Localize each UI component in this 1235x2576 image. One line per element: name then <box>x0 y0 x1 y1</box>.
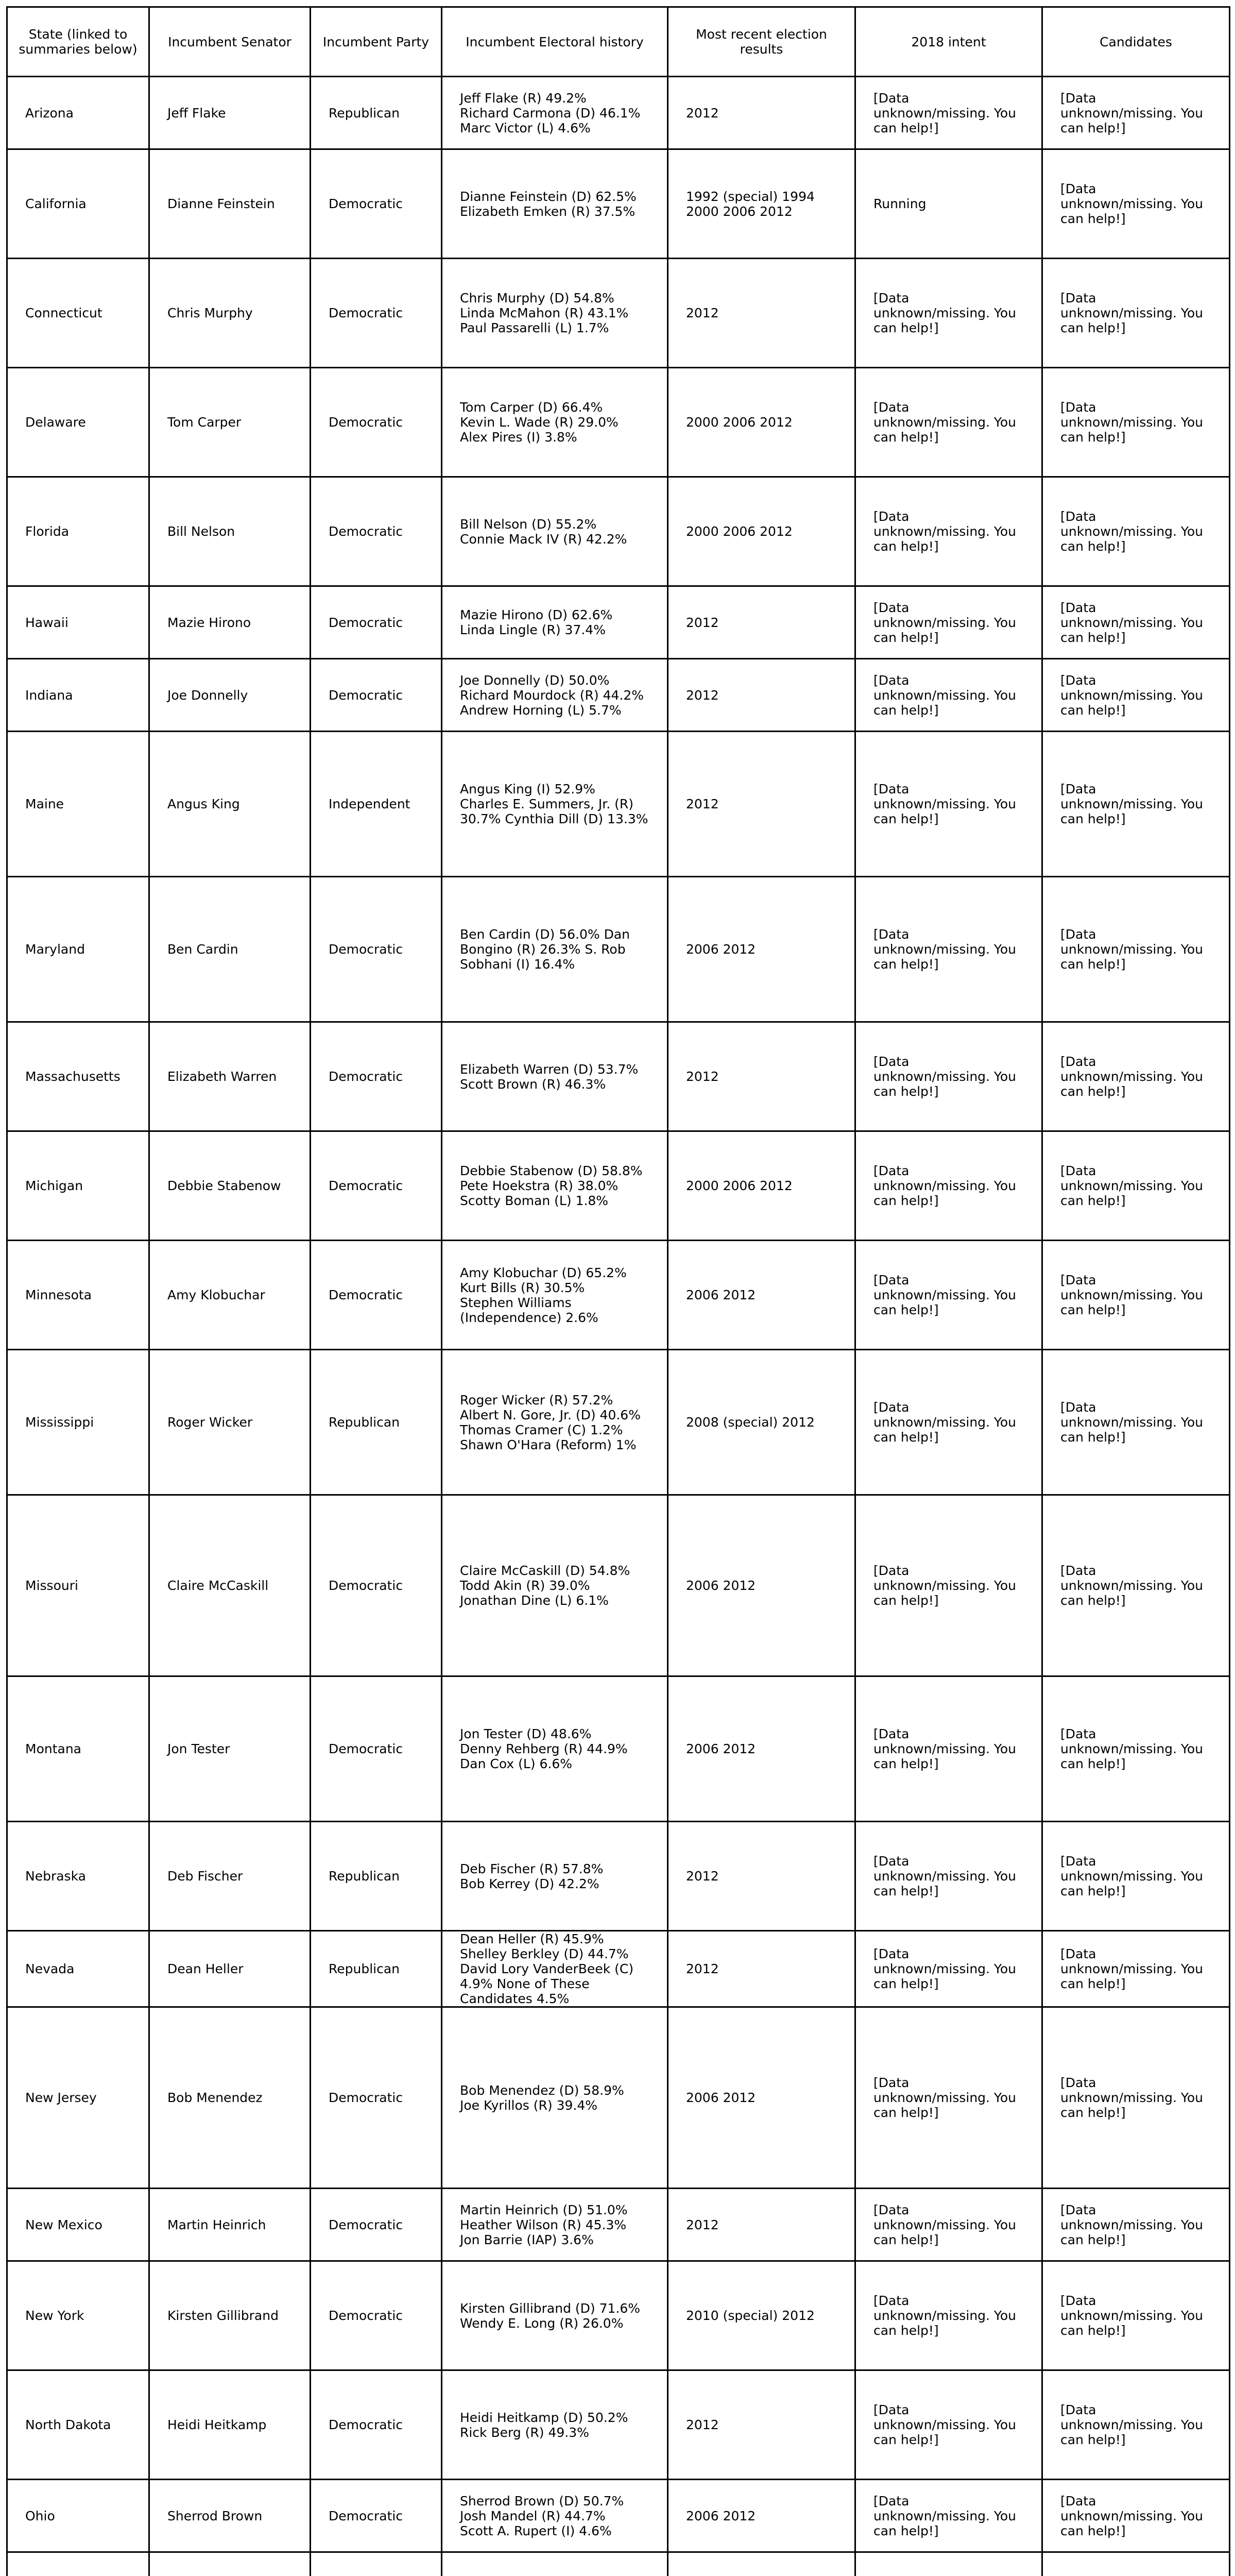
cell-electoral-history: Amy Klobuchar (D) 65.2% Kurt Bills (R) 30.5% Stephen Williams (Independence) 2.6% <box>442 1241 668 1350</box>
cell-party: Democratic <box>311 2007 442 2189</box>
cell-party: Democratic <box>311 149 442 259</box>
cell-party: Democratic <box>311 2189 442 2261</box>
cell-electoral-history: Dianne Feinstein (D) 62.5% Elizabeth Emken (R) 37.5% <box>442 149 668 259</box>
cell-senator: Jeff Flake <box>149 77 311 149</box>
header-2018-intent: 2018 intent <box>855 7 1042 77</box>
table-row <box>7 659 1230 732</box>
cell-electoral-history: Heidi Heitkamp (D) 50.2% Rick Berg (R) 49.3% <box>442 2370 668 2480</box>
cell-party: Democratic <box>311 2370 442 2480</box>
cell-candidates: [Data unknown/missing. You can help!] <box>1042 2480 1230 2552</box>
cell-candidates: [Data unknown/missing. You can help!] <box>1042 77 1230 149</box>
cell-2018-intent: [Data unknown/missing. You can help!] <box>855 1241 1042 1350</box>
cell-election-results: 2000 2006 2012 <box>668 368 855 477</box>
cell-candidates: [Data unknown/missing. You can help!] <box>1042 1931 1230 2007</box>
cell-electoral-history: Angus King (I) 52.9% Charles E. Summers, Jr. (R) 30.7% Cynthia Dill (D) 13.3% <box>442 732 668 877</box>
cell-party: Democratic <box>311 586 442 659</box>
cell-2018-intent: [Data unknown/missing. You can help!] <box>855 2480 1042 2552</box>
cell-election-results: 2008 (special) 2012 <box>668 1350 855 1495</box>
cell-senator: Chris Murphy <box>149 259 311 368</box>
cell-senator: Bob Menendez <box>149 2007 311 2189</box>
cell-2018-intent: [Data unknown/missing. You can help!] <box>855 732 1042 877</box>
cell-party: Democratic <box>311 1676 442 1822</box>
cell-2018-intent: [Data unknown/missing. You can help!] <box>855 1676 1042 1822</box>
cell-senator: Dean Heller <box>149 1931 311 2007</box>
table-row <box>7 2189 1230 2261</box>
cell-senator: Kirsten Gillibrand <box>149 2261 311 2370</box>
cell-senator: Debbie Stabenow <box>149 1131 311 1241</box>
cell-state: Maryland <box>7 877 149 1022</box>
cell-state: Mississippi <box>7 1350 149 1495</box>
cell-candidates: [Data unknown/missing. You can help!] <box>1042 1241 1230 1350</box>
cell-party: Republican <box>311 1931 442 2007</box>
cell-candidates: [Data unknown/missing. You can help!] <box>1042 2261 1230 2370</box>
cell-2018-intent: [Data unknown/missing. You can help!] <box>855 1495 1042 1676</box>
cell-candidates: [Data unknown/missing. You can help!] <box>1042 1022 1230 1131</box>
table-row <box>7 149 1230 259</box>
cell-senator: Tom Carper <box>149 368 311 477</box>
cell-senator: Elizabeth Warren <box>149 1022 311 1131</box>
cell-election-results: 2006 2012 <box>668 1241 855 1350</box>
cell-state: Minnesota <box>7 1241 149 1350</box>
cell-election-results: 2012 <box>668 77 855 149</box>
cell-electoral-history: Roger Wicker (R) 57.2% Albert N. Gore, Jr. (D) 40.6% Thomas Cramer (C) 1.2% Shawn O'Hara (Reform) 1% <box>442 1350 668 1495</box>
cell-election-results: 2012 <box>668 1931 855 2007</box>
cell-state: Hawaii <box>7 586 149 659</box>
cell-2018-intent <box>855 2552 1042 2576</box>
cell-candidates: [Data unknown/missing. You can help!] <box>1042 2007 1230 2189</box>
cell-candidates: [Data unknown/missing. You can help!] <box>1042 2370 1230 2480</box>
cell-electoral-history: Elizabeth Warren (D) 53.7% Scott Brown (R) 46.3% <box>442 1022 668 1131</box>
cell-party: Democratic <box>311 477 442 586</box>
cell-candidates <box>1042 2552 1230 2576</box>
table-row <box>7 1822 1230 1931</box>
cell-candidates: [Data unknown/missing. You can help!] <box>1042 1131 1230 1241</box>
cell-electoral-history <box>442 2552 668 2576</box>
cell-state <box>7 2552 149 2576</box>
cell-electoral-history: Jeff Flake (R) 49.2% Richard Carmona (D) 46.1% Marc Victor (L) 4.6% <box>442 77 668 149</box>
cell-party: Democratic <box>311 1131 442 1241</box>
cell-senator <box>149 2552 311 2576</box>
cell-state: Missouri <box>7 1495 149 1676</box>
cell-candidates: [Data unknown/missing. You can help!] <box>1042 477 1230 586</box>
cell-senator: Joe Donnelly <box>149 659 311 732</box>
cell-state: Delaware <box>7 368 149 477</box>
table-row <box>7 877 1230 1022</box>
cell-party: Democratic <box>311 2261 442 2370</box>
cell-senator: Bill Nelson <box>149 477 311 586</box>
cell-senator: Angus King <box>149 732 311 877</box>
cell-candidates: [Data unknown/missing. You can help!] <box>1042 1822 1230 1931</box>
cell-party: Democratic <box>311 1241 442 1350</box>
cell-2018-intent: [Data unknown/missing. You can help!] <box>855 586 1042 659</box>
cell-electoral-history: Deb Fischer (R) 57.8% Bob Kerrey (D) 42.2% <box>442 1822 668 1931</box>
header-election-results: Most recent election results <box>668 7 855 77</box>
table-row <box>7 477 1230 586</box>
cell-election-results: 2006 2012 <box>668 2480 855 2552</box>
cell-2018-intent: [Data unknown/missing. You can help!] <box>855 1131 1042 1241</box>
cell-senator: Sherrod Brown <box>149 2480 311 2552</box>
table-row <box>7 1676 1230 1822</box>
table-row <box>7 732 1230 877</box>
cell-2018-intent: [Data unknown/missing. You can help!] <box>855 1931 1042 2007</box>
cell-senator: Roger Wicker <box>149 1350 311 1495</box>
cell-election-results: 2012 <box>668 586 855 659</box>
cell-senator: Deb Fischer <box>149 1822 311 1931</box>
cell-election-results: 2012 <box>668 2189 855 2261</box>
cell-2018-intent: [Data unknown/missing. You can help!] <box>855 368 1042 477</box>
cell-senator: Ben Cardin <box>149 877 311 1022</box>
cell-electoral-history: Sherrod Brown (D) 50.7% Josh Mandel (R) 44.7% Scott A. Rupert (I) 4.6% <box>442 2480 668 2552</box>
cell-state: Michigan <box>7 1131 149 1241</box>
cell-2018-intent: [Data unknown/missing. You can help!] <box>855 659 1042 732</box>
cell-2018-intent: [Data unknown/missing. You can help!] <box>855 2261 1042 2370</box>
cell-electoral-history: Joe Donnelly (D) 50.0% Richard Mourdock (R) 44.2% Andrew Horning (L) 5.7% <box>442 659 668 732</box>
table-row <box>7 2480 1230 2552</box>
cell-electoral-history: Chris Murphy (D) 54.8% Linda McMahon (R) 43.1% Paul Passarelli (L) 1.7% <box>442 259 668 368</box>
cell-election-results <box>668 2552 855 2576</box>
table-row <box>7 1495 1230 1676</box>
cell-senator: Mazie Hirono <box>149 586 311 659</box>
cell-candidates: [Data unknown/missing. You can help!] <box>1042 1676 1230 1822</box>
cell-election-results: 2012 <box>668 659 855 732</box>
cell-election-results: 2006 2012 <box>668 2007 855 2189</box>
cell-2018-intent: [Data unknown/missing. You can help!] <box>855 877 1042 1022</box>
cell-candidates: [Data unknown/missing. You can help!] <box>1042 586 1230 659</box>
cell-party: Democratic <box>311 877 442 1022</box>
cell-state: Maine <box>7 732 149 877</box>
cell-candidates: [Data unknown/missing. You can help!] <box>1042 149 1230 259</box>
cell-electoral-history: Mazie Hirono (D) 62.6% Linda Lingle (R) 37.4% <box>442 586 668 659</box>
cell-state: Ohio <box>7 2480 149 2552</box>
cell-candidates: [Data unknown/missing. You can help!] <box>1042 2189 1230 2261</box>
table-row <box>7 2370 1230 2480</box>
table-row <box>7 77 1230 149</box>
cell-election-results: 2012 <box>668 259 855 368</box>
cell-state: New Jersey <box>7 2007 149 2189</box>
cell-senator: Martin Heinrich <box>149 2189 311 2261</box>
table-row <box>7 1131 1230 1241</box>
cell-election-results: 1992 (special) 1994 2000 2006 2012 <box>668 149 855 259</box>
cell-state: New Mexico <box>7 2189 149 2261</box>
cell-senator: Claire McCaskill <box>149 1495 311 1676</box>
cell-party: Democratic <box>311 1495 442 1676</box>
cell-state: North Dakota <box>7 2370 149 2480</box>
cell-candidates: [Data unknown/missing. You can help!] <box>1042 259 1230 368</box>
cell-candidates: [Data unknown/missing. You can help!] <box>1042 659 1230 732</box>
cell-election-results: 2006 2012 <box>668 1676 855 1822</box>
table-row <box>7 1350 1230 1495</box>
cell-2018-intent: [Data unknown/missing. You can help!] <box>855 1822 1042 1931</box>
cell-state: Nebraska <box>7 1822 149 1931</box>
cell-2018-intent: [Data unknown/missing. You can help!] <box>855 77 1042 149</box>
header-party: Incumbent Party <box>311 7 442 77</box>
cell-2018-intent: [Data unknown/missing. You can help!] <box>855 2189 1042 2261</box>
header-senator: Incumbent Senator <box>149 7 311 77</box>
table-header-row <box>7 7 1230 77</box>
cell-2018-intent: Running <box>855 149 1042 259</box>
senate-elections-table <box>6 6 1230 2576</box>
table-row <box>7 259 1230 368</box>
cell-election-results: 2000 2006 2012 <box>668 477 855 586</box>
cell-2018-intent: [Data unknown/missing. You can help!] <box>855 2007 1042 2189</box>
cell-2018-intent: [Data unknown/missing. You can help!] <box>855 259 1042 368</box>
cell-state: Nevada <box>7 1931 149 2007</box>
table-row <box>7 368 1230 477</box>
cell-party: Democratic <box>311 659 442 732</box>
cell-2018-intent: [Data unknown/missing. You can help!] <box>855 1022 1042 1131</box>
cell-party: Independent <box>311 732 442 877</box>
cell-state: Montana <box>7 1676 149 1822</box>
cell-electoral-history: Tom Carper (D) 66.4% Kevin L. Wade (R) 29.0% Alex Pires (I) 3.8% <box>442 368 668 477</box>
cell-election-results: 2006 2012 <box>668 877 855 1022</box>
cell-party: Democratic <box>311 368 442 477</box>
cell-electoral-history: Jon Tester (D) 48.6% Denny Rehberg (R) 44.9% Dan Cox (L) 6.6% <box>442 1676 668 1822</box>
cell-2018-intent: [Data unknown/missing. You can help!] <box>855 477 1042 586</box>
cell-state: California <box>7 149 149 259</box>
table-row <box>7 1022 1230 1131</box>
cell-candidates: [Data unknown/missing. You can help!] <box>1042 1495 1230 1676</box>
cell-2018-intent: [Data unknown/missing. You can help!] <box>855 1350 1042 1495</box>
cell-party: Republican <box>311 77 442 149</box>
cell-state: Massachusetts <box>7 1022 149 1131</box>
header-candidates: Candidates <box>1042 7 1230 77</box>
header-state: State (linked to summaries below) <box>7 7 149 77</box>
cell-election-results: 2006 2012 <box>668 1495 855 1676</box>
cell-senator: Jon Tester <box>149 1676 311 1822</box>
cell-state: Connecticut <box>7 259 149 368</box>
cell-election-results: 2000 2006 2012 <box>668 1131 855 1241</box>
cell-candidates: [Data unknown/missing. You can help!] <box>1042 877 1230 1022</box>
table-row <box>7 1931 1230 2007</box>
table-row <box>7 586 1230 659</box>
cell-candidates: [Data unknown/missing. You can help!] <box>1042 368 1230 477</box>
cell-election-results: 2012 <box>668 1022 855 1131</box>
cell-2018-intent: [Data unknown/missing. You can help!] <box>855 2370 1042 2480</box>
cell-electoral-history: Claire McCaskill (D) 54.8% Todd Akin (R) 39.0% Jonathan Dine (L) 6.1% <box>442 1495 668 1676</box>
cell-party: Republican <box>311 1822 442 1931</box>
cell-candidates: [Data unknown/missing. You can help!] <box>1042 1350 1230 1495</box>
cell-electoral-history: Kirsten Gillibrand (D) 71.6% Wendy E. Long (R) 26.0% <box>442 2261 668 2370</box>
cell-electoral-history: Dean Heller (R) 45.9% Shelley Berkley (D) 44.7% David Lory VanderBeek (C) 4.9% None of These Candidates 4.5% <box>442 1931 668 2007</box>
cell-state: Indiana <box>7 659 149 732</box>
cell-party <box>311 2552 442 2576</box>
cell-state: Arizona <box>7 77 149 149</box>
table-row <box>7 2261 1230 2370</box>
cell-state: New York <box>7 2261 149 2370</box>
cell-electoral-history: Bob Menendez (D) 58.9% Joe Kyrillos (R) 39.4% <box>442 2007 668 2189</box>
cell-senator: Heidi Heitkamp <box>149 2370 311 2480</box>
cell-state: Florida <box>7 477 149 586</box>
cell-electoral-history: Ben Cardin (D) 56.0% Dan Bongino (R) 26.3% S. Rob Sobhani (I) 16.4% <box>442 877 668 1022</box>
cell-election-results: 2012 <box>668 732 855 877</box>
cell-party: Democratic <box>311 259 442 368</box>
cell-party: Democratic <box>311 1022 442 1131</box>
cell-candidates: [Data unknown/missing. You can help!] <box>1042 732 1230 877</box>
cell-election-results: 2012 <box>668 2370 855 2480</box>
cell-electoral-history: Bill Nelson (D) 55.2% Connie Mack IV (R) 42.2% <box>442 477 668 586</box>
cell-senator: Amy Klobuchar <box>149 1241 311 1350</box>
cell-electoral-history: Martin Heinrich (D) 51.0% Heather Wilson (R) 45.3% Jon Barrie (IAP) 3.6% <box>442 2189 668 2261</box>
cell-party: Republican <box>311 1350 442 1495</box>
table-row <box>7 1241 1230 1350</box>
cell-senator: Dianne Feinstein <box>149 149 311 259</box>
cell-election-results: 2012 <box>668 1822 855 1931</box>
table-row <box>7 2007 1230 2189</box>
cell-party: Democratic <box>311 2480 442 2552</box>
table-row <box>7 2552 1230 2576</box>
header-electoral-history: Incumbent Electoral history <box>442 7 668 77</box>
cell-electoral-history: Debbie Stabenow (D) 58.8% Pete Hoekstra (R) 38.0% Scotty Boman (L) 1.8% <box>442 1131 668 1241</box>
table-body <box>7 77 1230 2576</box>
cell-election-results: 2010 (special) 2012 <box>668 2261 855 2370</box>
